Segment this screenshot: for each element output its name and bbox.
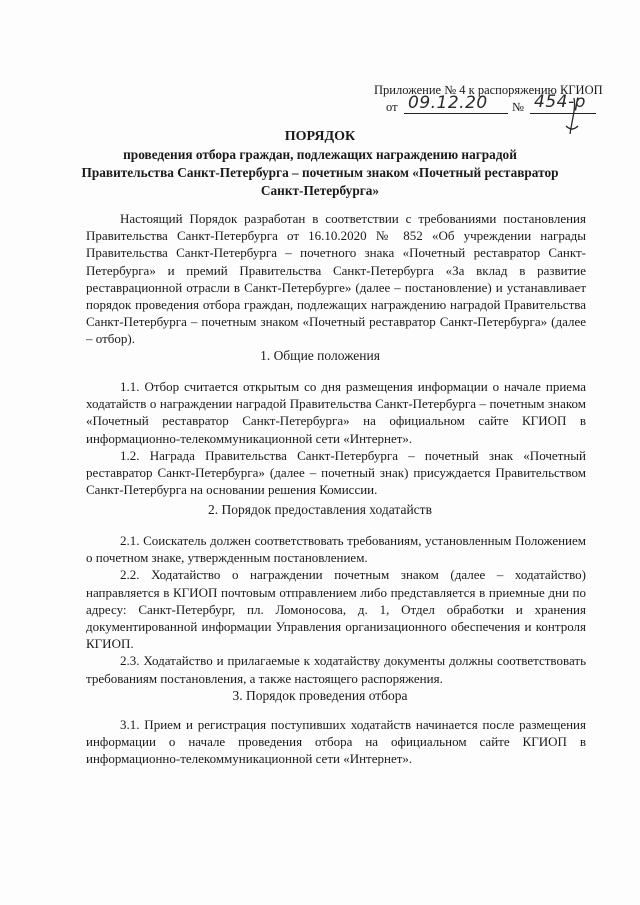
section-1-body — [86, 378, 586, 498]
title-line-1: проведения отбора граждан, подлежащих награждению наградой — [123, 147, 517, 162]
date-prefix: от — [386, 100, 398, 114]
paragraph-2-2: 2.2. Ходатайство о награждении почетным знаком (далее – ходатайство) направляется в КГИОП почтовым отправлением либо представляется в приемные дни по адресу: Санкт-Петербург, пл. Ломоносова, д. 1, Отдел обработки и хранения документированной информации Управления организационного обеспечения и контроля КГИОП. — [86, 567, 586, 652]
handwritten-date: 09.12.20 — [408, 93, 488, 113]
section-1-heading: 1. Общие положения — [260, 348, 380, 363]
paragraph-1-2: 1.2. Награда Правительства Санкт-Петербурга – почетный знак «Почетный реставратор Санкт-Петербурга» (далее – почетный знак) присуждается Правительством Санкт-Петербурга на основании решения Комиссии. — [86, 447, 586, 498]
section-3-heading: 3. Порядок проведения отбора — [232, 688, 408, 703]
paragraph-3-1: 3.1. Прием и регистрация поступивших ходатайств начинается после размещения информации о начале проведения отбора на официальном сайте КГИОП в информационно-телекоммуникационной сети «Интернет». — [86, 717, 586, 767]
paragraph-2-3: 2.3. Ходатайство и прилагаемые к ходатайству документы должны соответствовать требованиям постановления, а также настоящего распоряжения. — [86, 653, 586, 686]
section-2-body — [86, 532, 586, 687]
number-prefix: № — [512, 100, 524, 114]
title-line-2: Правительства Санкт-Петербурга – почетным знаком «Почетный реставратор — [81, 165, 559, 180]
handwritten-number: 454-р — [534, 92, 586, 112]
document-title: ПОРЯДОК — [284, 129, 356, 144]
date-underline — [404, 113, 508, 114]
paragraph-1-1: 1.1. Отбор считается открытым со дня размещения информации о начале приема ходатайств о награждении наградой Правительства Санкт-Петербурга – почетным знаком «Почетный реставратор Санкт-Петербурга» на официальном сайте КГИОП в информационно-телекоммуникационной сети «Интернет». — [86, 379, 586, 446]
title-line-3: Санкт-Петербурга» — [260, 183, 380, 198]
intro-paragraph: Настоящий Порядок разработан в соответствии с требованиями постановления Правительства Санкт-Петербурга от 16.10.2020 № 852 «Об учреждении награды Правительства Санкт-Петербурга – почетного знака «Почетный реставратор Санкт-Петербурга» и премий Правительства Санкт-Петербурга «За вклад в развитие реставрационной отрасли в Санкт-Петербурге» (далее – постановление) и устанавливает порядок проведения отбора граждан, подлежащих награждению наградой Правительства Санкт-Петербурга – почетным знаком «Почетный реставратор Санкт-Петербурга» (далее – отбор). — [86, 211, 586, 347]
intro-paragraph-block — [86, 210, 586, 348]
annex-date-number-line — [386, 100, 398, 115]
section-2-heading: 2. Порядок предоставления ходатайств — [208, 502, 432, 517]
paragraph-2-1: 2.1. Соискатель должен соответствовать требованиям, установленным Положением о почетном знаке, утвержденным постановлением. — [86, 533, 586, 566]
annex-reference: Приложение № 4 к распоряжению КГИОП — [374, 83, 603, 97]
section-3-body — [86, 716, 586, 768]
